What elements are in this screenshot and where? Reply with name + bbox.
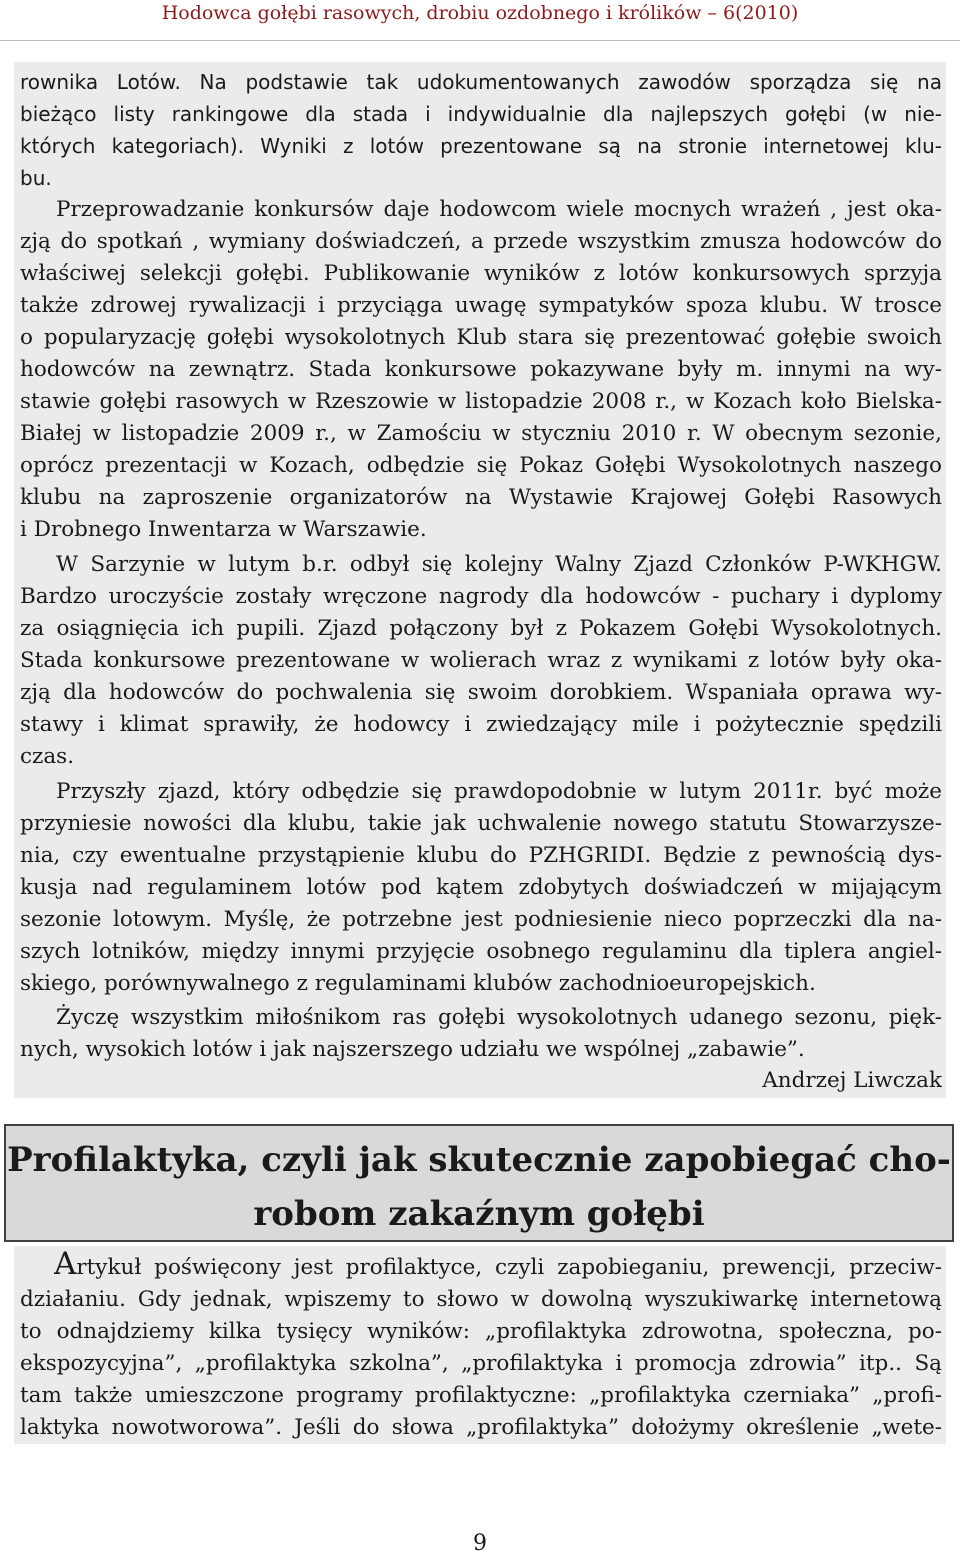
text-line: stawie gołębi rasowych w Rzeszowie w listopadzie 2008 r., w Kozach koło Bielska- [20, 389, 942, 414]
text-line: nych, wysokich lotów i jak najszerszego udziału we wspólnej „zabawie”. [20, 1037, 805, 1062]
article-title-line: robom zakaźnym gołębi [253, 1194, 705, 1234]
text-line: bieżąco listy rankingowe dla stada i indywidualnie dla najlepszych gołębi (w nie- [20, 102, 942, 126]
text-line: klubu na zaproszenie organizatorów na Wystawie Krajowej Gołębi Rasowych [20, 485, 942, 510]
article-title-line: Profilaktyka, czyli jak skutecznie zapobiegać cho- [7, 1140, 951, 1180]
text-line [54, 1248, 942, 1284]
text-line: Stada konkursowe prezentowane w wolierach wraz z wynikami z lotów były oka- [20, 648, 942, 673]
text-line: właściwej selekcji gołębi. Publikowanie wyników z lotów konkursowych sprzyja [20, 261, 942, 286]
text-line: przyniesie nowości dla klubu, takie jak uchwalenie nowego statutu Stowarzysze- [20, 811, 942, 836]
text-line: zją dla hodowców do pochwalenia się swoim dorobkiem. Wspaniała oprawa wy- [20, 680, 942, 705]
text-line: których kategoriach). Wyniki z lotów prezentowane są na stronie internetowej klu- [20, 134, 942, 158]
first-line-text: rtykuł poświęcony jest profilaktyce, czyli zapobieganiu, prewencji, przeciw- [76, 1255, 942, 1280]
text-line: zją do spotkań , wymiany doświadczeń, a przede wszystkim zmusza hodowców do [20, 229, 942, 254]
text-line: szych lotników, między innymi przyjęcie osobnego regulaminu dla tiplera angiel- [20, 939, 942, 964]
text-line: Życzę wszystkim miłośnikom ras gołębi wysokolotnych udanego sezonu, pięk- [56, 1005, 942, 1030]
text-line: o popularyzację gołębi wysokolotnych Klub stara się prezentować gołębie swoich [20, 325, 942, 350]
text-line: tam także umieszczone programy profilaktyczne: „profilaktyka czerniaka” „profi- [20, 1383, 942, 1408]
text-line: hodowców na zewnątrz. Stada konkursowe pokazywane były m. innymi na wy- [20, 357, 942, 382]
author-signature: Andrzej Liwczak [762, 1068, 942, 1093]
text-line: rownika Lotów. Na podstawie tak udokumentowanych zawodów sporządza się na [20, 70, 942, 94]
text-line: Bardzo uroczyście zostały wręczone nagrody dla hodowców - puchary i dyplomy [20, 584, 942, 609]
text-line: bu. [20, 166, 52, 190]
text-line: także zdrowej rywalizacji i przyciąga uwagę sympatyków spoza klubu. W trosce [20, 293, 942, 318]
running-header: Hodowca gołębi rasowych, drobiu ozdobnego i królików – 6(2010) [0, 0, 960, 41]
text-line: Przyszły zjazd, który odbędzie się prawdopodobnie w lutym 2011r. być może [56, 779, 942, 804]
text-line: laktyka nowotworowa”. Jeśli do słowa „profilaktyka” dołożymy określenie „wete- [20, 1415, 942, 1440]
article-title-box [4, 1124, 954, 1242]
text-line: oprócz prezentacji w Kozach, odbędzie się Pokaz Gołębi Wysokolotnych naszego [20, 453, 942, 478]
drop-cap: A [54, 1248, 77, 1282]
text-line: działaniu. Gdy jednak, wpiszemy to słowo w dowolną wyszukiwarkę internetową [20, 1287, 942, 1312]
text-line: W Sarzynie w lutym b.r. odbył się kolejny Walny Zjazd Członków P-WKHGW. [56, 552, 942, 577]
article-continuation [14, 62, 946, 1098]
text-line: i Drobnego Inwentarza w Warszawie. [20, 517, 427, 542]
text-line: to odnajdziemy kilka tysięcy wyników: „profilaktyka zdrowotna, społeczna, po- [20, 1319, 942, 1344]
article-intro [14, 1246, 946, 1444]
text-line: Przeprowadzanie konkursów daje hodowcom wiele mocnych wrażeń , jest oka- [56, 197, 942, 222]
page-number: 9 [473, 1531, 487, 1556]
text-line: czas. [20, 744, 75, 769]
text-line: ekspozycyjna”, „profilaktyka szkolna”, „profilaktyka i promocja zdrowia” itp.. Są [20, 1351, 942, 1376]
text-line: sezonie lotowym. Myślę, że potrzebne jest podniesienie nieco poprzeczki dla na- [20, 907, 942, 932]
text-line: kusja nad regulaminem lotów pod kątem zdobytych doświadczeń w mijającym [20, 875, 942, 900]
text-line: skiego, porównywalnego z regulaminami klubów zachodnioeuropejskich. [20, 971, 816, 996]
text-line: nia, czy ewentualne przystąpienie klubu do PZHGRIDI. Będzie z pewnością dys- [20, 843, 942, 868]
text-line: za osiągnięcia ich pupili. Zjazd połączony był z Pokazem Gołębi Wysokolotnych. [20, 616, 942, 641]
text-line: stawy i klimat sprawiły, że hodowcy i zwiedzający mile i pożytecznie spędzili [20, 712, 942, 737]
text-line: Białej w listopadzie 2009 r., w Zamościu w styczniu 2010 r. W obecnym sezonie, [20, 421, 942, 446]
